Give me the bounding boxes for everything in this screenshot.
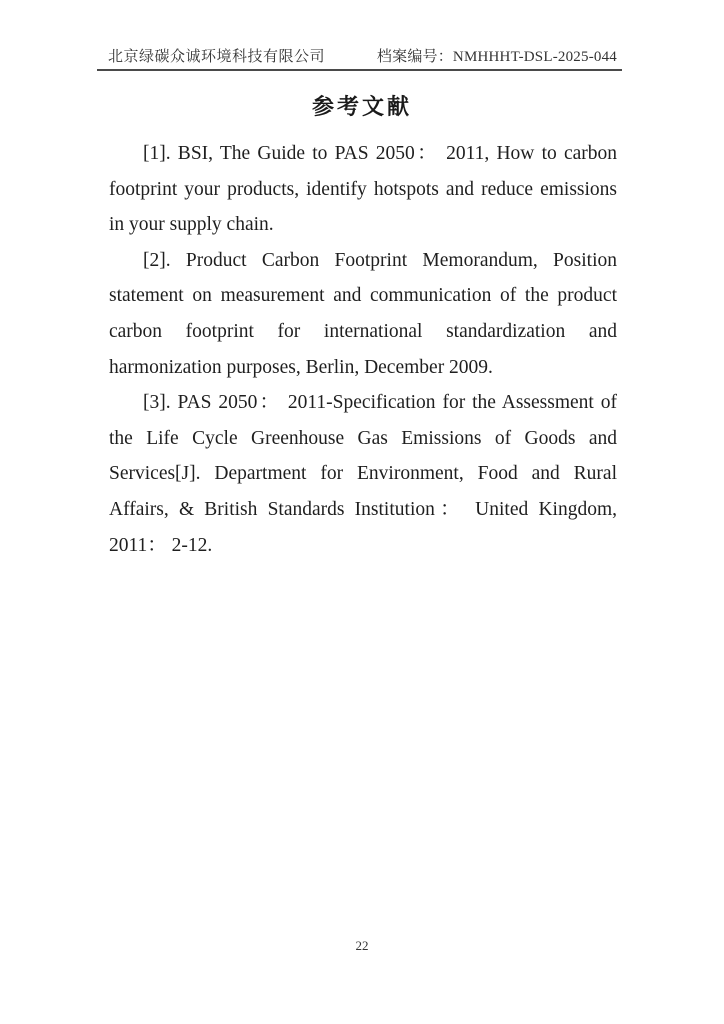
references-list — [109, 136, 617, 563]
reference-item: [3]. PAS 2050： 2011-Specification for the Assessment of the Life Cycle Greenhouse Gas Emissions of Goods and Services[J]. Department for Environment, Food and Rural Affairs, & British Standards Institution： United Kingdom, 2011： 2-12. — [109, 392, 617, 556]
header-divider — [97, 69, 622, 71]
section-title: 参考文献 — [311, 94, 412, 119]
page-number: 22 — [355, 938, 369, 953]
archive-number: 档案编号：NMHHHT-DSL-2025-044 — [376, 49, 617, 65]
page-header — [108, 45, 617, 66]
reference-item: [1]. BSI, The Guide to PAS 2050： 2011, How to carbon footprint your products, identify hotspots and reduce emissions in your supply chain. — [109, 143, 617, 236]
page-footer — [0, 938, 724, 954]
company-name: 北京绿碳众诚环境科技有限公司 — [108, 49, 326, 65]
reference-item: [2]. Product Carbon Footprint Memorandum, Position statement on measurement and communication of the product carbon footprint for international standardization and harmonization purposes, Berlin, December 2009. — [109, 249, 617, 378]
